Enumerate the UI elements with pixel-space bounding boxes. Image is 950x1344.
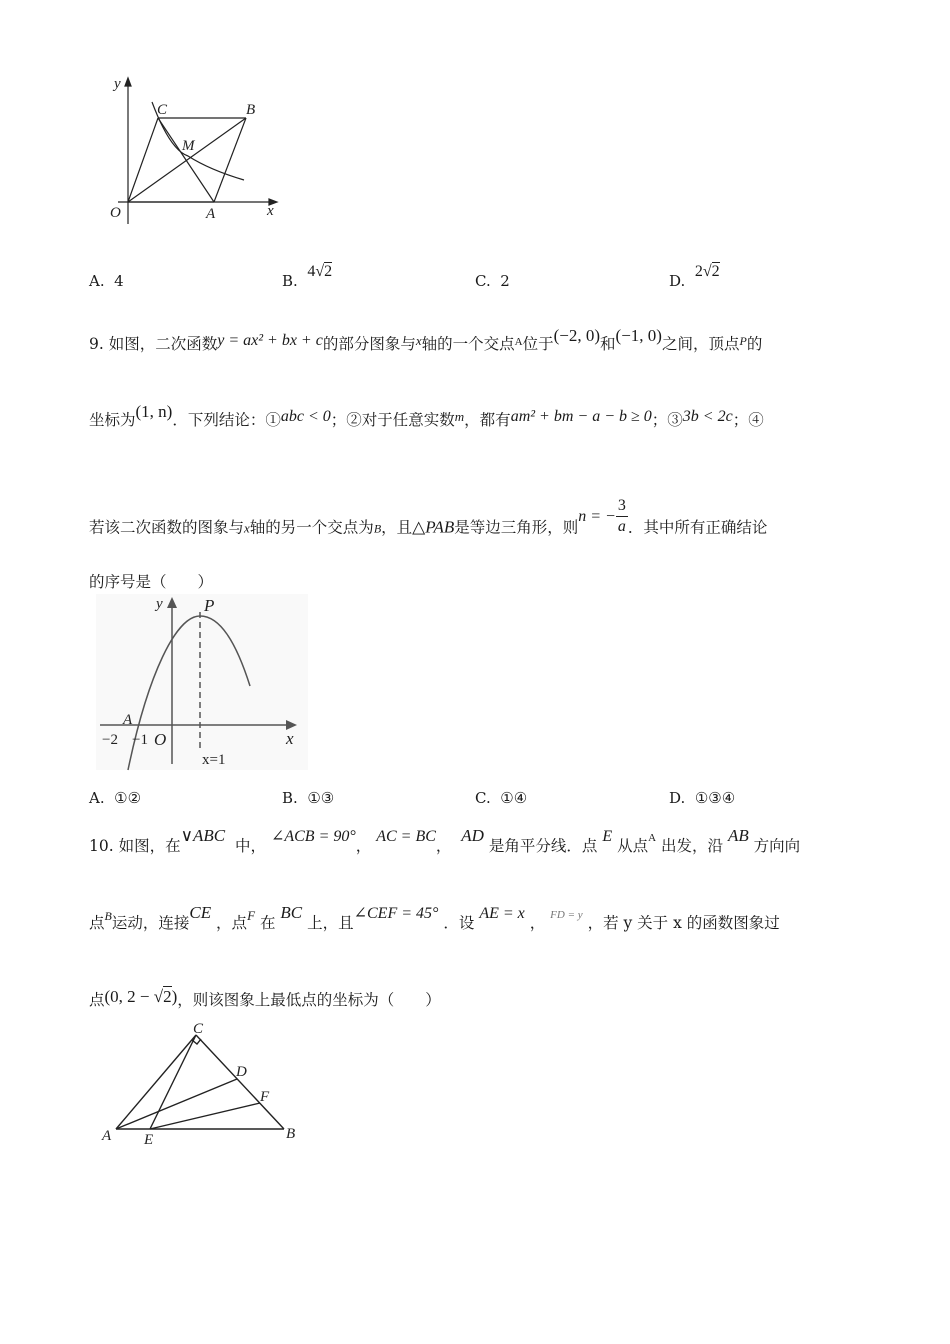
fraction [616,496,628,537]
text: ，若 y 关于 x 的函数图象过 [587,914,780,932]
text: ，点 [216,914,248,932]
label-E: E [144,1132,154,1148]
conclusion-3: 3b < 2c [682,408,733,425]
label-x-equals-1: x=1 [202,752,226,768]
angle-ACB: ∠ACB = 90° [270,828,356,845]
option-radicand: 2 [324,263,333,280]
triangle-ABC: ∨ABC [180,826,226,845]
text: ， [529,914,546,932]
option-value: ①③④ [694,789,736,807]
option-value: ①② [114,789,142,807]
option-coef: 4 [307,263,316,280]
label-C: C [193,1021,204,1037]
segment-CE: CE [189,903,212,922]
text: ．其中所有正确结论 [627,518,768,537]
fraction-numerator: 3 [616,496,628,517]
segment-AB [214,118,246,202]
q9-line-1 [89,326,763,354]
figure-q10-triangle [100,1021,310,1150]
question-number: 10. 如图，在 [89,837,181,855]
figure-q9-parabola [96,594,308,770]
q8-option-d[interactable] [669,262,720,290]
option-value: 2 [500,272,510,290]
text: 是等边三角形，则 [454,518,579,537]
q9-line-4 [89,570,213,592]
q9-option-b[interactable] [282,789,334,807]
sqrt-icon: √ [702,263,712,280]
q8-option-a[interactable] [89,272,124,290]
segment-AC [116,1035,196,1129]
var-F: F [247,908,256,923]
text: ，则该图象上最低点的坐标为（ ） [177,991,441,1009]
option-radicand: 2 [711,263,720,280]
label-C: C [157,102,168,118]
y-axis-arrow [125,78,131,86]
n-equals: n = − [578,507,616,525]
label-F: F [260,1089,270,1105]
label-P: P [204,596,215,615]
segment-BC: BC [280,903,303,922]
segment-AD [116,1079,237,1129]
option-key: A. [89,272,105,290]
point-coord-suffix: ) [171,987,178,1006]
text: ， [435,837,452,855]
text: 出发，沿 [660,837,723,855]
q10-line-2 [89,903,780,933]
text: 坐标为 [89,411,136,429]
option-key: B. [282,789,298,807]
label-B: B [286,1126,296,1142]
text: 的序号是（ ） [89,573,214,591]
label-y: y [114,76,121,92]
question-number: 9. 如图，二次函数 [89,335,218,353]
label-neg1: −1 [132,732,148,748]
segment-EF [150,1103,260,1129]
label-O: O [110,205,121,221]
segment-CO [128,118,158,202]
point-coord-prefix: (0, 2 − [104,987,150,1006]
point-1: (−2, 0) [553,326,601,345]
q9-option-a[interactable] [89,789,141,807]
label-D: D [236,1064,247,1080]
text: ；③ [651,411,683,429]
label-M: M [182,138,195,154]
text: 若该二次函数的图象与 [89,518,245,537]
vertex-coord: (1, n) [135,402,173,421]
function-expr: y = ax² + bx + c [217,332,323,349]
text: ．下列结论：① [172,411,281,429]
text: 的 [746,335,763,353]
conclusion-1: abc < 0 [280,408,331,425]
q10-line-3 [89,988,441,1010]
var-E: E [602,828,613,845]
var-x: x [415,333,422,348]
option-key: A. [89,789,105,807]
text: ，且 [381,518,413,537]
segment-AB: AB [727,826,749,845]
text: 点 [89,914,105,932]
text: 之间，顶点 [661,335,740,353]
q8-option-c[interactable] [475,272,510,290]
option-key: D. [669,272,686,290]
text: ， [355,837,372,855]
angle-CEF: ∠CEF = 45° [353,905,439,922]
fd-equals-y: FD = y [550,909,583,921]
var-x: x [244,520,250,536]
label-A: A [206,206,216,222]
option-value: 4 [114,272,124,290]
var-B: B [373,521,382,536]
segment-AD: AD [461,826,484,845]
triangle-PAB: △PAB [412,517,455,537]
label-B: B [246,102,256,118]
diagonal-OB [128,118,246,202]
text: ；②对于任意实数 [330,411,455,429]
figure-q8-parallelogram [100,72,290,232]
ae-equals-x: AE = x [479,905,525,922]
text: 上，且 [307,914,354,932]
label-neg2: −2 [102,732,118,748]
point-2: (−1, 0) [615,326,662,345]
var-m: m [454,409,465,424]
option-key: C. [475,789,491,807]
q9-option-c[interactable] [475,789,527,807]
ac-equals-bc: AC = BC [376,828,436,845]
option-coef: 2 [694,263,703,280]
sqrt-icon: √ [153,987,164,1006]
diagonal-CA [158,118,214,202]
point-radicand: 2 [163,987,172,1006]
var-A: A [514,336,523,348]
text: 和 [600,335,616,353]
label-O: O [154,730,167,749]
conclusion-2: am² + bm − a − b ≥ 0 [510,408,652,425]
text: 方向向 [753,837,801,855]
label-y: y [156,596,163,612]
text: ．设 [443,914,475,932]
text: ，都有 [464,411,511,429]
var-A: A [648,832,657,844]
label-A: A [123,712,133,728]
text: 是角平分线．点 [488,837,598,855]
option-key: D. [669,789,686,807]
text: 从点 [617,837,649,855]
text: 轴的另一个交点为 [249,518,374,537]
text: ；④ [732,411,764,429]
q8-option-b[interactable] [282,262,333,290]
q10-line-1 [89,826,801,856]
var-B: B [104,909,112,923]
point-coord [105,987,178,1006]
label-x: x [267,203,274,219]
text: 的部分图象与 [322,335,416,353]
option-value: ①④ [500,789,528,807]
text: 中， [235,837,267,855]
fraction-denominator: a [617,518,626,535]
q9-option-d[interactable] [669,789,735,807]
text: 位于 [522,335,554,353]
option-key: B. [282,272,298,290]
label-A: A [102,1128,112,1144]
sqrt-icon: √ [315,263,325,280]
text: 运动，连接 [111,914,190,932]
q9-line-3 [89,497,768,549]
label-x: x [286,729,294,748]
text: 点 [89,991,105,1009]
text: 轴的一个交点 [421,335,515,353]
var-P: P [739,334,747,348]
option-value: ①③ [307,789,335,807]
option-key: C. [475,272,491,290]
q9-line-2 [89,402,764,430]
text: 在 [259,914,276,932]
